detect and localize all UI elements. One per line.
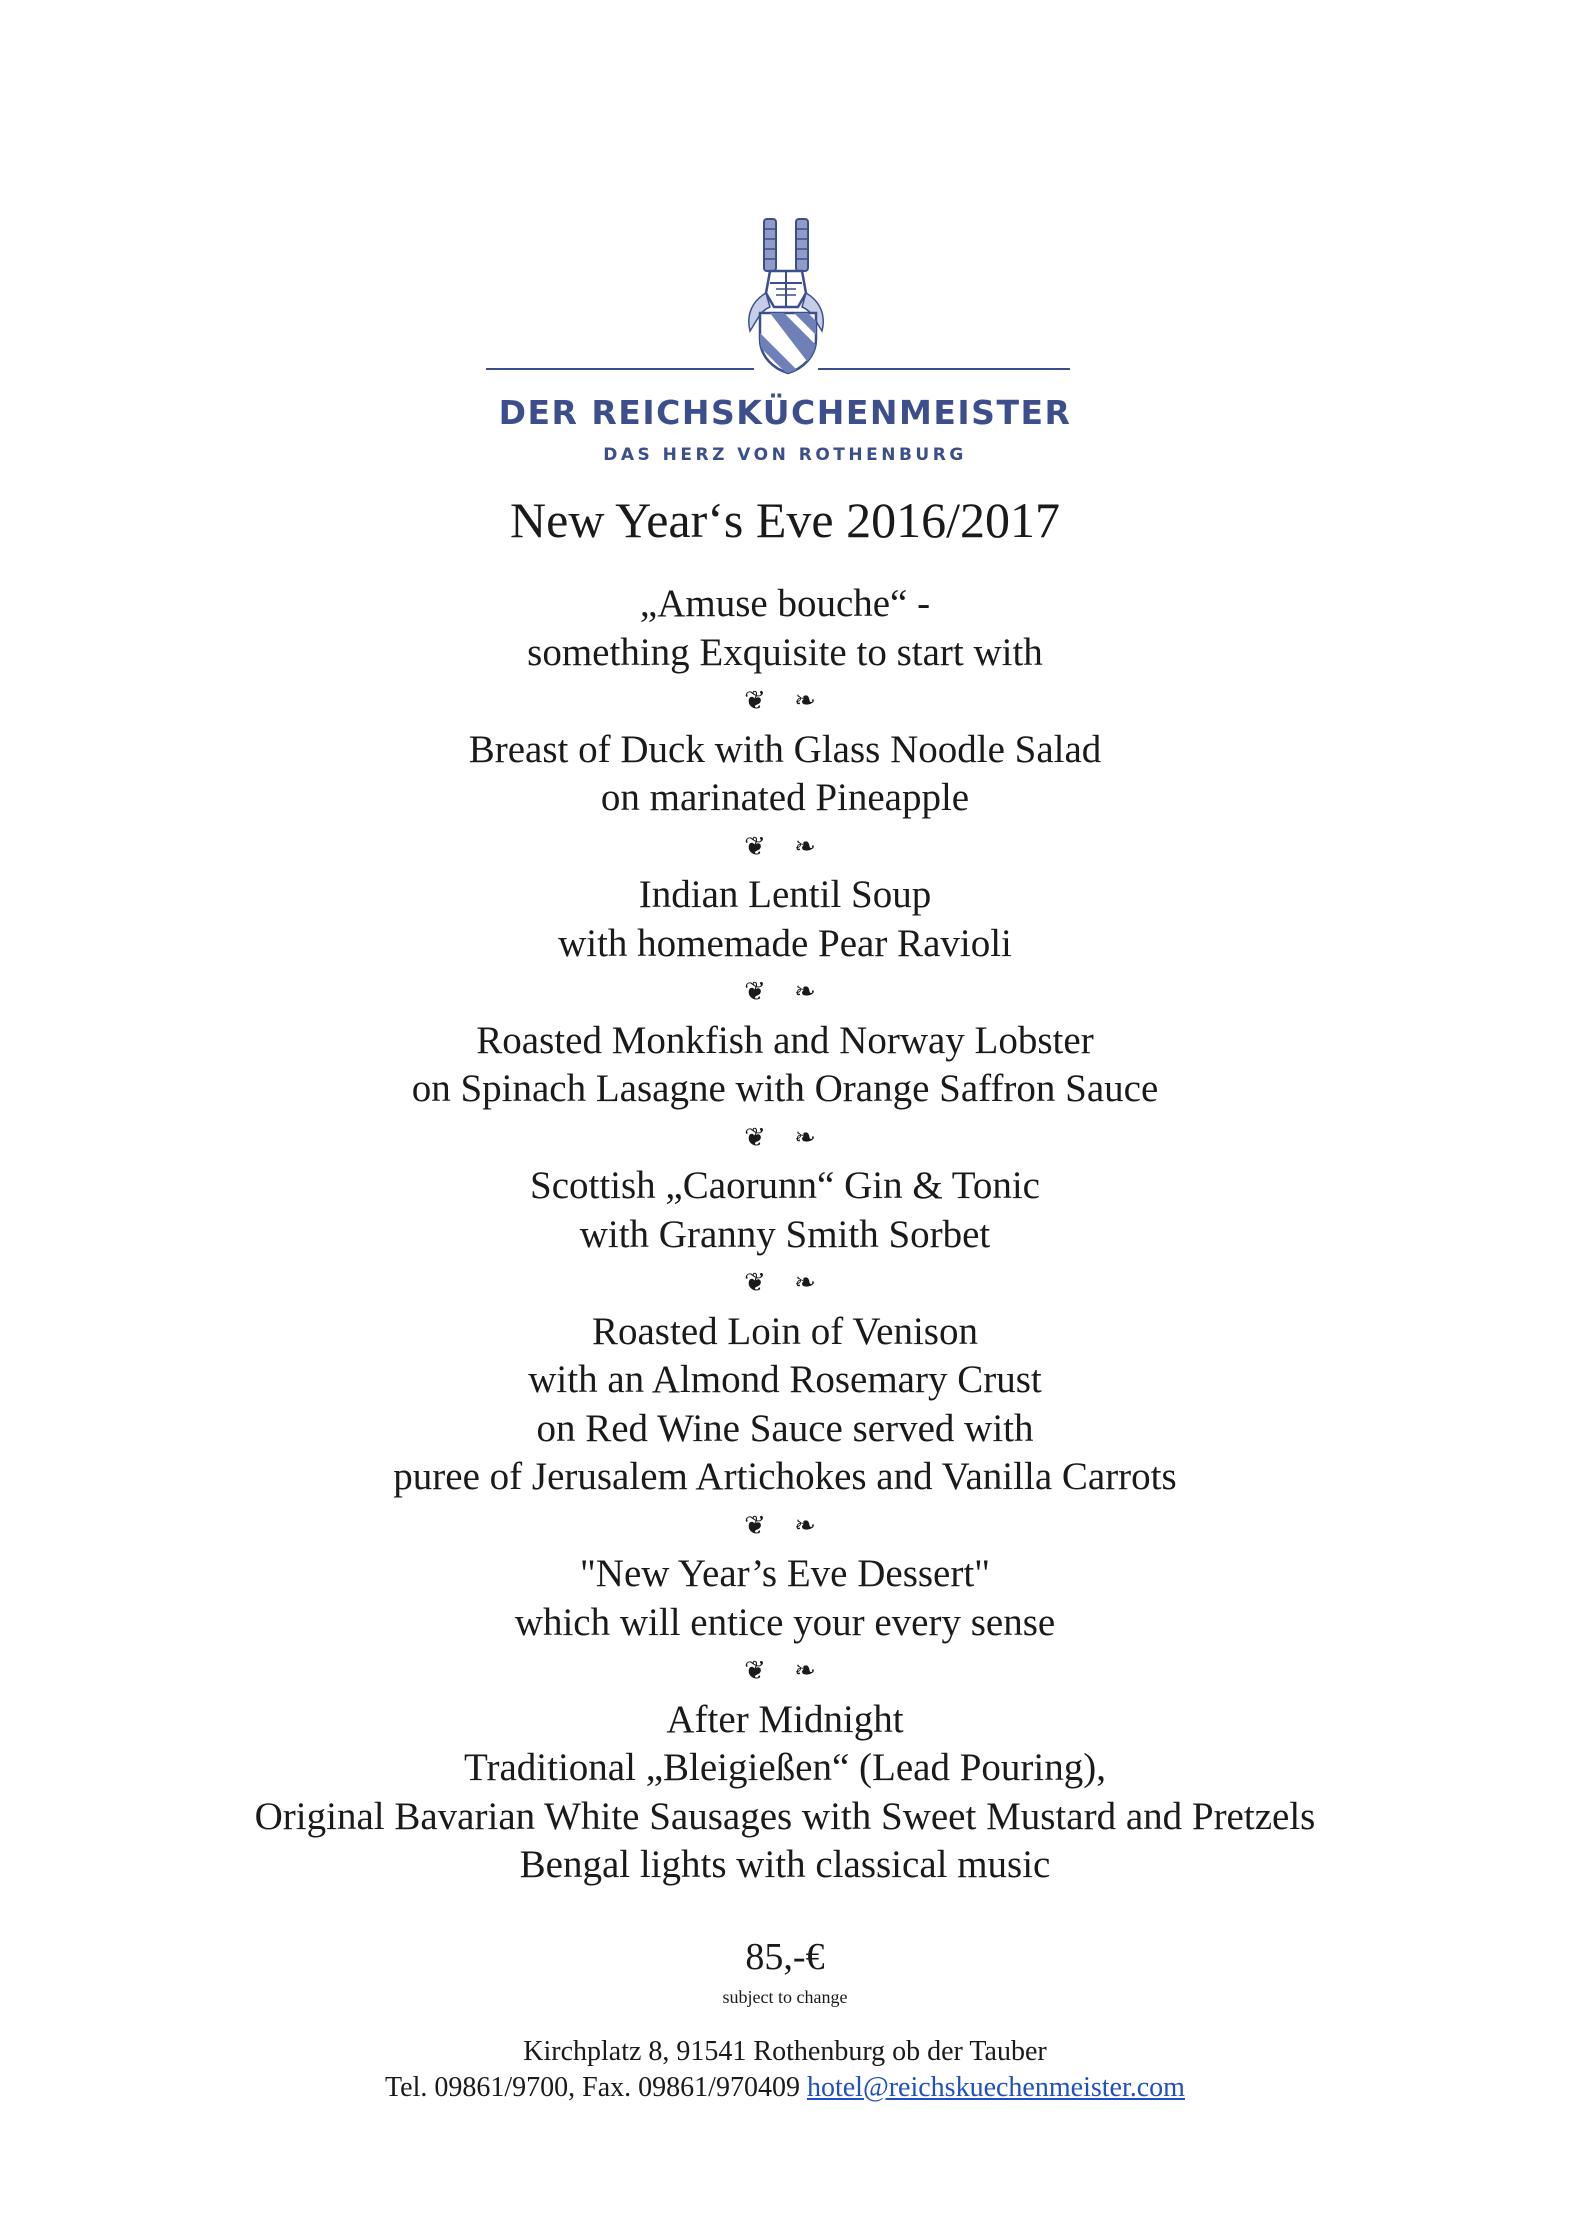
logo-rule-left bbox=[486, 368, 754, 370]
menu-line: Scottish „Caorunn“ Gin & Tonic bbox=[530, 1164, 1040, 1207]
ornament-divider: ❦ ❧ bbox=[744, 831, 826, 862]
menu-line: with homemade Pear Ravioli bbox=[558, 921, 1012, 965]
ornament-divider: ❦ ❧ bbox=[744, 1656, 826, 1686]
footer bbox=[0, 2034, 1570, 2106]
course-soup bbox=[0, 871, 1570, 968]
footer-phone-fax: Tel. 09861/9700, Fax. 09861/970409 bbox=[385, 2072, 800, 2103]
menu-line: Traditional „Bleigießen“ (Lead Pouring), bbox=[464, 1746, 1106, 1789]
price: 85,-€ bbox=[745, 1936, 825, 1978]
ornament-divider: ❦ ❧ bbox=[744, 686, 826, 716]
ornament-divider: ❦ ❧ bbox=[744, 977, 826, 1007]
price-note: subject to change bbox=[722, 1987, 848, 2007]
course-dessert bbox=[0, 1550, 1570, 1647]
page-title: New Year‘s Eve 2016/2017 bbox=[510, 492, 1060, 548]
brand-tagline: DAS HERZ VON ROTHENBURG bbox=[603, 445, 967, 465]
footer-contact-row bbox=[0, 2070, 1570, 2106]
menu-line: Original Bavarian White Sausages with Sweet Mustard and Pretzels bbox=[254, 1794, 1316, 1838]
menu-line: Bengal lights with classical music bbox=[519, 1843, 1051, 1886]
logo bbox=[0, 205, 1570, 475]
course-after-midnight bbox=[0, 1696, 1570, 1890]
menu-line: Roasted Loin of Venison bbox=[591, 1309, 978, 1353]
course-gin-tonic bbox=[0, 1162, 1570, 1259]
menu-line: After Midnight bbox=[666, 1697, 904, 1741]
menu-line: Breast of Duck with Glass Noodle Salad bbox=[468, 727, 1102, 771]
ornament-divider: ❦ ❧ bbox=[744, 1268, 826, 1298]
course-amuse-bouche bbox=[0, 580, 1570, 677]
menu-line: Indian Lentil Soup bbox=[638, 873, 932, 916]
brand-name: DER REICHSKÜCHENMEISTER bbox=[498, 393, 1072, 432]
heraldic-crest-icon bbox=[740, 215, 836, 375]
logo-rule-right bbox=[818, 368, 1070, 370]
menu-line: "New Year’s Eve Dessert" bbox=[579, 1552, 991, 1595]
menu-line: with an Almond Rosemary Crust bbox=[528, 1358, 1042, 1401]
menu-line: something Exquisite to start with bbox=[527, 630, 1043, 674]
menu-line: which will entice your every sense bbox=[514, 1600, 1056, 1644]
menu-line: on Red Wine Sauce served with bbox=[536, 1406, 1034, 1450]
course-monkfish bbox=[0, 1017, 1570, 1114]
footer-address: Kirchplatz 8, 91541 Rothenburg ob der Tauber bbox=[523, 2036, 1047, 2067]
menu-line: „Amuse bouche“ - bbox=[639, 582, 931, 625]
email-link[interactable]: hotel@reichskuechenmeister.com bbox=[806, 2072, 1185, 2103]
menu-list bbox=[0, 580, 1570, 1890]
menu-line: puree of Jerusalem Artichokes and Vanilla Carrots bbox=[393, 1455, 1177, 1498]
ornament-divider: ❦ ❧ bbox=[744, 1122, 826, 1153]
ornament-divider: ❦ ❧ bbox=[744, 1510, 826, 1541]
menu-line: on marinated Pineapple bbox=[600, 776, 970, 819]
menu-line: with Granny Smith Sorbet bbox=[579, 1212, 991, 1256]
course-duck bbox=[0, 726, 1570, 823]
menu-line: on Spinach Lasagne with Orange Saffron Sauce bbox=[411, 1067, 1159, 1110]
course-venison bbox=[0, 1308, 1570, 1502]
menu-line: Roasted Monkfish and Norway Lobster bbox=[476, 1018, 1094, 1062]
